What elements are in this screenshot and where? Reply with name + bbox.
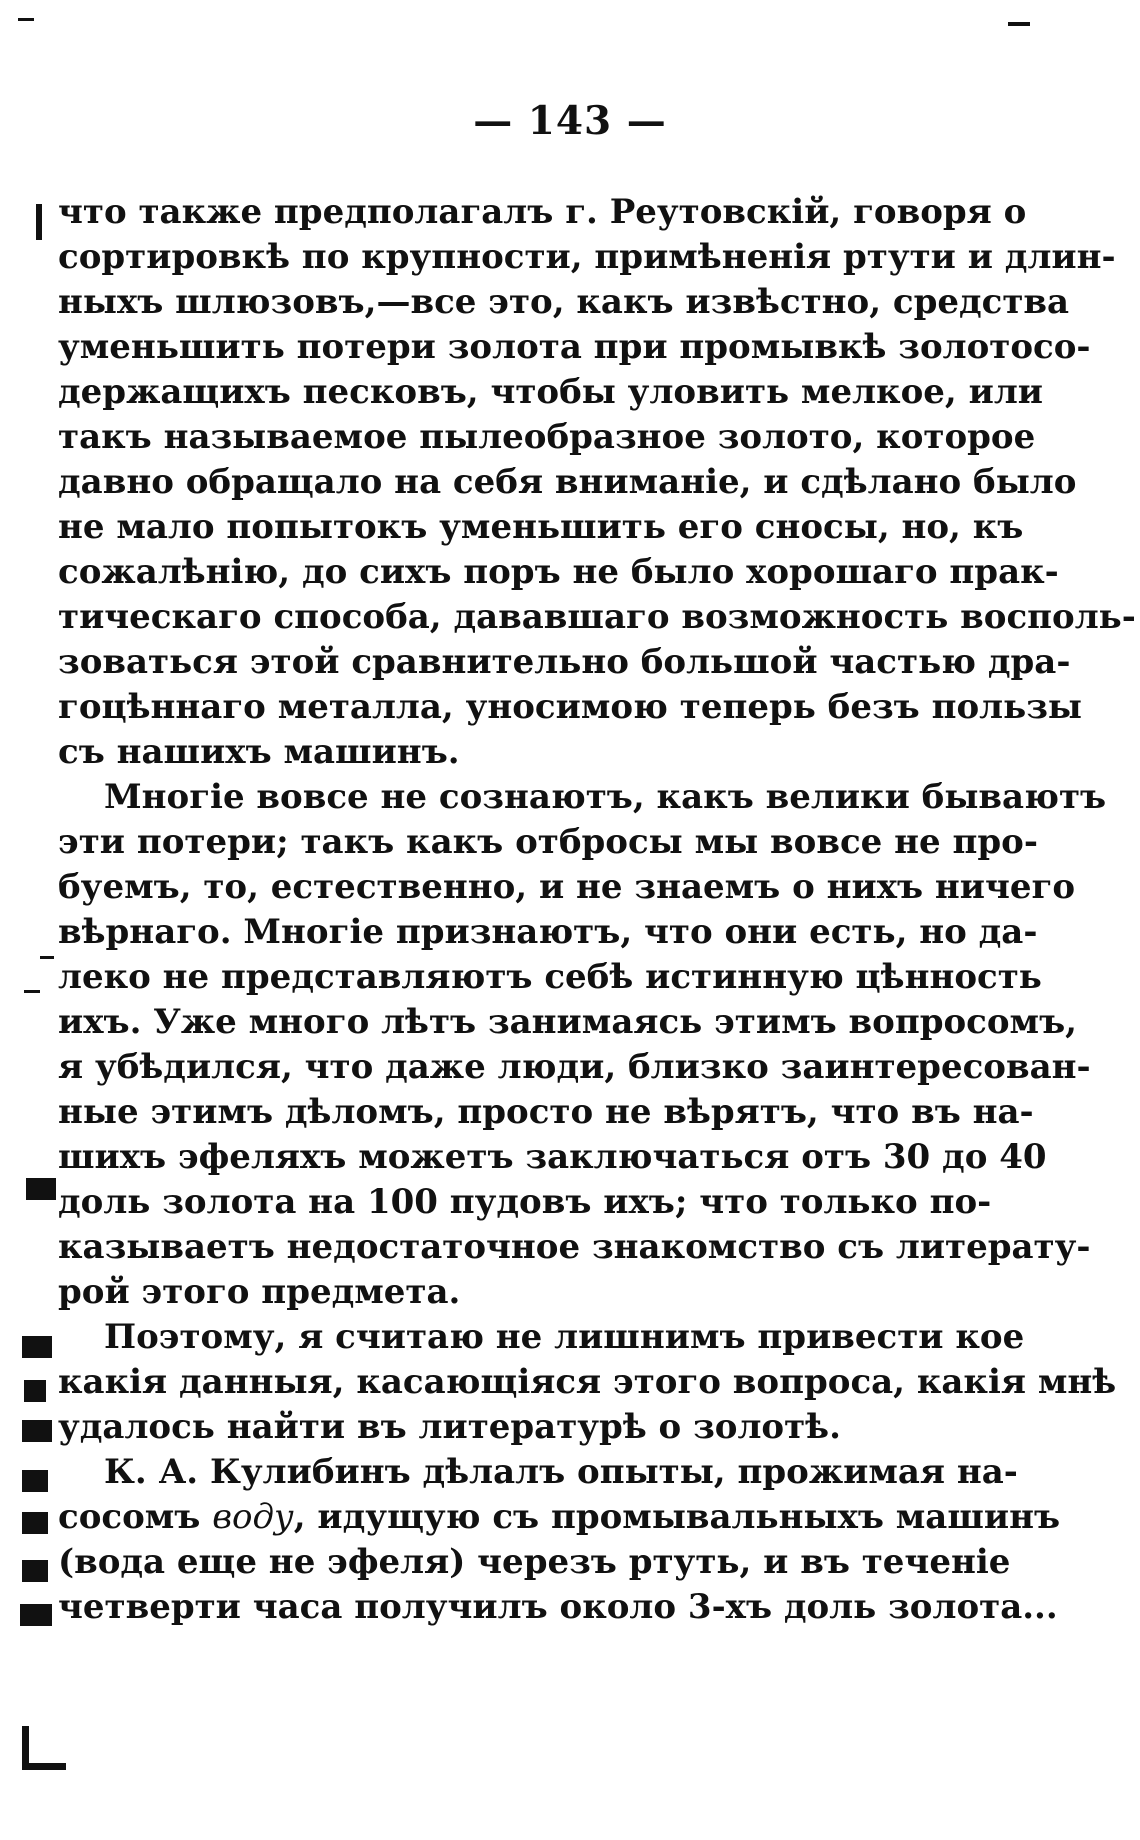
binding-smudge bbox=[22, 1512, 48, 1534]
text-line: буемъ, то, естественно, и не знаемъ о нихъ ничего bbox=[58, 867, 1076, 907]
text-line: какія данныя, касающіяся этого вопроса, какія мнѣ bbox=[58, 1362, 1117, 1402]
text-line: ихъ. Уже много лѣтъ занимаясь этимъ вопросомъ, bbox=[58, 1002, 1077, 1042]
binding-smudge bbox=[26, 1178, 56, 1200]
text-line: сортировкѣ по крупности, примѣненія ртути и длин- bbox=[58, 237, 1116, 277]
text-line: зоваться этой сравнительно большой частью дра- bbox=[58, 642, 1071, 682]
text-line: Поэтому, я считаю не лишнимъ привести кое bbox=[104, 1317, 1025, 1357]
binding-smudge bbox=[22, 1470, 48, 1492]
binding-smudge bbox=[20, 1604, 52, 1626]
margin-tick bbox=[36, 204, 42, 240]
text-line: уменьшить потери золота при промывкѣ золотосо- bbox=[58, 327, 1091, 367]
emphasized-word: воду bbox=[212, 1497, 294, 1537]
body-text bbox=[58, 190, 1136, 1630]
text-line: эти потери; такъ какъ отбросы мы вовсе не про- bbox=[58, 822, 1038, 862]
text-line: Многіе вовсе не сознаютъ, какъ велики бываютъ bbox=[104, 777, 1107, 817]
text-line: не мало попытокъ уменьшить его сносы, но, къ bbox=[58, 507, 1024, 547]
text-line: леко не представляютъ себѣ истинную цѣнность bbox=[58, 957, 1042, 997]
text-line: съ нашихъ машинъ. bbox=[58, 732, 460, 772]
text-line: вѣрнаго. Многіе признаютъ, что они есть, но да- bbox=[58, 912, 1038, 952]
binding-smudge bbox=[22, 1420, 52, 1442]
text-fragment: , идущую съ промывальныхъ машинъ bbox=[293, 1497, 1061, 1537]
text-line: четверти часа получилъ около 3-хъ доль золота... bbox=[58, 1587, 1058, 1627]
text-line: доль золота на 100 пудовъ ихъ; что только по- bbox=[58, 1182, 992, 1222]
binding-smudge bbox=[22, 1560, 48, 1582]
text-line: держащихъ песковъ, чтобы уловить мелкое, или bbox=[58, 372, 1044, 412]
top-right-mark bbox=[1008, 22, 1030, 26]
text-line: сожалѣнію, до сихъ поръ не было хорошаго прак- bbox=[58, 552, 1059, 592]
text-line: ныхъ шлюзовъ,—все это, какъ извѣстно, средства bbox=[58, 282, 1070, 322]
text-line: (вода еще не эфеля) черезъ ртуть, и въ теченіе bbox=[58, 1542, 1011, 1582]
text-fragment: сосомъ bbox=[58, 1497, 213, 1537]
top-left-mark bbox=[18, 18, 34, 21]
margin-tick bbox=[24, 990, 40, 993]
text-line: тическаго способа, дававшаго возможность восполь- bbox=[58, 597, 1136, 637]
text-line: ные этимъ дѣломъ, просто не вѣрятъ, что въ на- bbox=[58, 1092, 1034, 1132]
text-line: казываетъ недостаточное знакомство съ литерату- bbox=[58, 1227, 1091, 1267]
margin-tick bbox=[40, 956, 54, 959]
text-line: что также предполагалъ г. Реутовскій, говоря о bbox=[58, 192, 1027, 232]
corner-mark bbox=[22, 1726, 66, 1770]
text-line: рой этого предмета. bbox=[58, 1272, 461, 1312]
binding-smudge bbox=[22, 1336, 52, 1358]
page-number: — 143 — bbox=[473, 98, 667, 144]
text-line: шихъ эфеляхъ можетъ заключаться отъ 30 до 40 bbox=[58, 1137, 1047, 1177]
text-line-with-emphasis bbox=[58, 1495, 1061, 1540]
text-line: давно обращало на себя вниманіе, и сдѣлано было bbox=[58, 462, 1077, 502]
text-line: К. А. Кулибинъ дѣлалъ опыты, прожимая на- bbox=[104, 1452, 1018, 1492]
text-line: такъ называемое пылеобразное золото, которое bbox=[58, 417, 1036, 457]
text-line: я убѣдился, что даже люди, близко заинтересован- bbox=[58, 1047, 1091, 1087]
text-line: удалось найти въ литературѣ о золотѣ. bbox=[58, 1407, 841, 1447]
binding-smudge bbox=[24, 1380, 46, 1402]
text-line: гоцѣннаго металла, уносимою теперь безъ пользы bbox=[58, 687, 1082, 727]
